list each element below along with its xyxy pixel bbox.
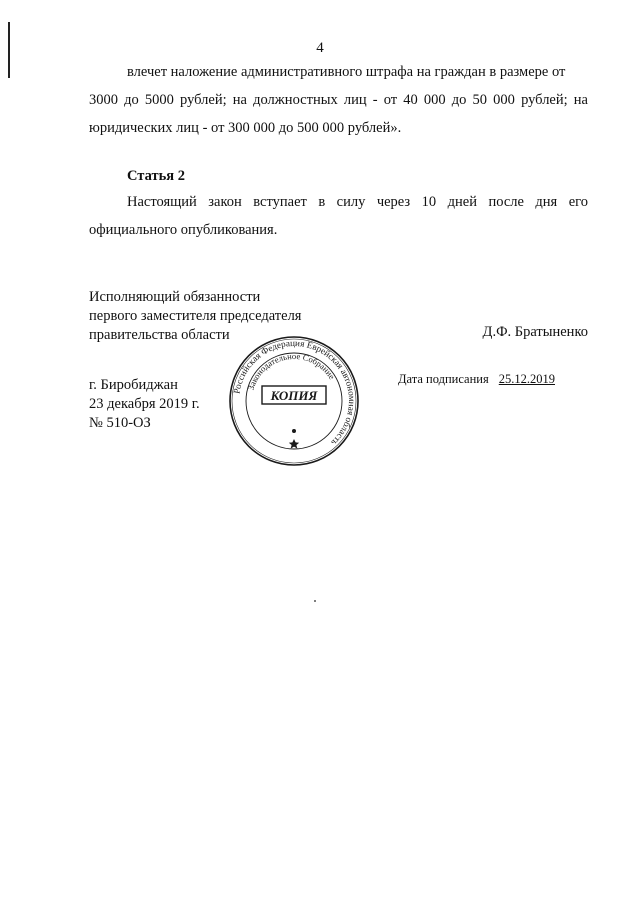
article-heading: Статья 2 (127, 168, 185, 184)
signatory-title-line: первого заместителя председателя (89, 308, 302, 324)
paragraph-line: юридических лиц - от 300 000 до 500 000 рублей». (89, 120, 402, 136)
paragraph-line: Настоящий закон вступает в силу через 10 дней после дня его (127, 194, 588, 210)
paragraph-line: влечет наложение административного штрафа на граждан в размере от (127, 64, 566, 80)
star-icon (289, 439, 299, 449)
signatory-title-line: Исполняющий обязанности (89, 289, 261, 305)
signing-date-label: Дата подписания (398, 372, 489, 386)
scan-speck (314, 600, 316, 602)
stamp-word: КОПИЯ (270, 388, 318, 403)
paragraph-line: 3000 до 5000 рублей; на должностных лиц - от 40 000 до 50 000 рублей; на (89, 92, 588, 108)
seal-dot (292, 429, 296, 433)
signing-date (398, 372, 555, 387)
seal-inner-text: Законодательное Собрание (245, 350, 338, 392)
law-number: № 510-ОЗ (89, 415, 151, 431)
signing-date-value: 25.12.2019 (498, 372, 555, 386)
city: г. Биробиджан (89, 377, 178, 393)
enactment-date: 23 декабря 2019 г. (89, 396, 200, 412)
paragraph-line: официального опубликования. (89, 222, 278, 238)
page-number: 4 (316, 40, 324, 56)
enactment-details (89, 376, 200, 433)
signatory-name: Д.Ф. Братыненко (482, 324, 588, 340)
seal-outer-text: Российская Федерация Еврейская автономная область (231, 337, 358, 448)
official-seal (228, 335, 360, 467)
signatory-title-line: правительства области (89, 327, 230, 343)
